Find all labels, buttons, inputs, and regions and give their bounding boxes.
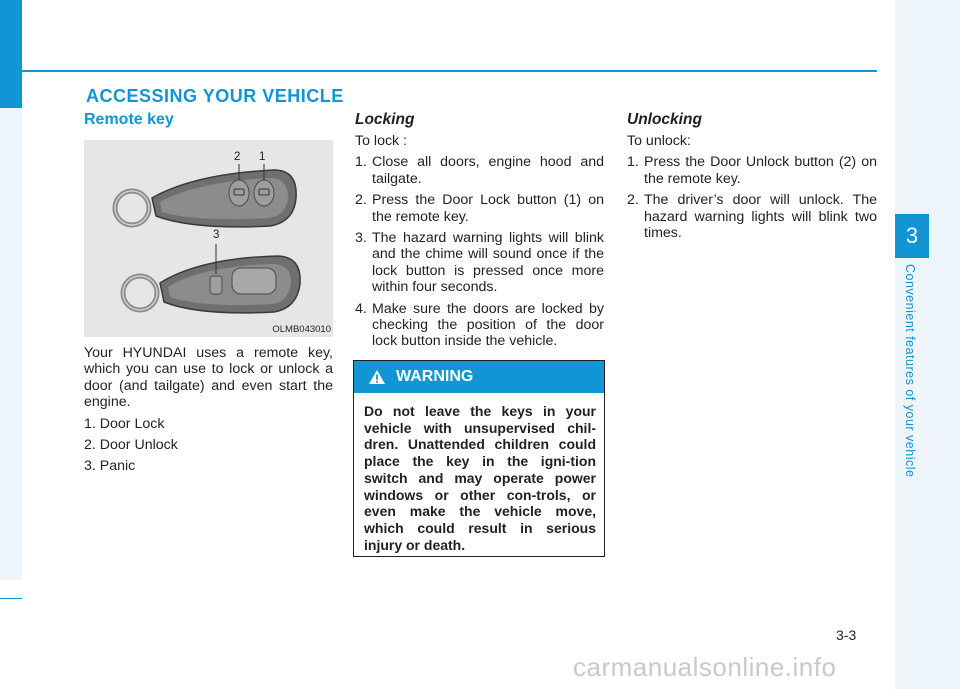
locking-intro: To lock : <box>355 133 408 149</box>
list-item <box>627 154 877 187</box>
locking-steps <box>355 154 604 349</box>
warning-label: WARNING <box>396 368 474 385</box>
remote-key-illustration <box>84 140 333 337</box>
left-accent-line <box>0 598 22 599</box>
chapter-number-tab: 3 <box>895 214 929 258</box>
unlocking-intro: To unlock: <box>627 133 691 149</box>
watermark: carmanualsonline.info <box>573 652 837 682</box>
remote-key-top <box>115 164 296 227</box>
unlocking-heading: Unlocking <box>627 111 702 128</box>
warning-text: Do not leave the keys in your vehicle with unsupervised chil-dren. Unattended children could place the key in the igni-tion switch and may operate power windows or other con-trols, or even make the vehicle move, which could result in serious injury or death. <box>364 403 596 553</box>
step-text: The hazard warning lights will blink and the chime will sound once if the lock button is pressed once more within four seconds. <box>372 230 604 296</box>
list-item <box>355 192 604 225</box>
warning-header <box>354 361 604 393</box>
figure-callout-2: 2 <box>234 151 241 163</box>
step-text: Press the Door Lock button (1) on the remote key. <box>372 192 604 225</box>
step-text: Make sure the doors are locked by checking the position of the door lock button inside the vehicle. <box>372 300 604 350</box>
list-item: 3. Panic <box>84 458 136 475</box>
list-item <box>355 230 604 296</box>
figure-callout-3: 3 <box>213 229 220 241</box>
section-title: ACCESSING YOUR VEHICLE <box>86 86 344 106</box>
warning-box <box>353 360 605 557</box>
list-item <box>627 192 877 241</box>
step-number: 1. <box>355 154 367 171</box>
list-item <box>355 301 604 350</box>
locking-heading: Locking <box>355 111 415 128</box>
step-number: 2. <box>355 192 367 209</box>
list-item: 1. Door Lock <box>84 415 165 432</box>
list-item: 2. Door Unlock <box>84 437 178 454</box>
locking-column <box>355 133 604 350</box>
left-accent-tab <box>0 0 22 108</box>
figure-code: OLMB043010 <box>272 324 331 335</box>
step-number: 3. <box>355 230 367 247</box>
remote-key-intro: Your HYUNDAI uses a remote key, which you can use to lock or unlock a door (and tailgate) and even start the engine. <box>84 345 333 411</box>
unlocking-steps <box>627 154 877 241</box>
remote-key-heading: Remote key <box>84 111 174 128</box>
remote-key-figure <box>84 140 333 337</box>
step-number: 2. <box>627 192 639 209</box>
page-number: 3-3 <box>836 627 857 643</box>
step-text: The driver’s door will unlock. The hazard warning lights will blink two times. <box>644 192 877 242</box>
chapter-title-text: Convenient features of your vehicle <box>903 264 917 478</box>
chapter-title-vertical <box>900 264 920 494</box>
list-item <box>355 154 604 187</box>
warning-triangle-icon <box>368 369 386 385</box>
figure-callout-1: 1 <box>259 151 266 163</box>
step-text: Close all doors, engine hood and tailgate. <box>372 154 604 187</box>
step-number: 4. <box>355 300 367 317</box>
remote-key-column <box>84 345 333 475</box>
unlocking-column <box>627 133 877 241</box>
remote-key-button-list <box>84 416 333 475</box>
header-rule <box>22 70 877 72</box>
remote-key-bottom <box>123 244 300 313</box>
step-number: 1. <box>627 154 639 171</box>
step-text: Press the Door Unlock button (2) on the remote key. <box>644 154 877 187</box>
